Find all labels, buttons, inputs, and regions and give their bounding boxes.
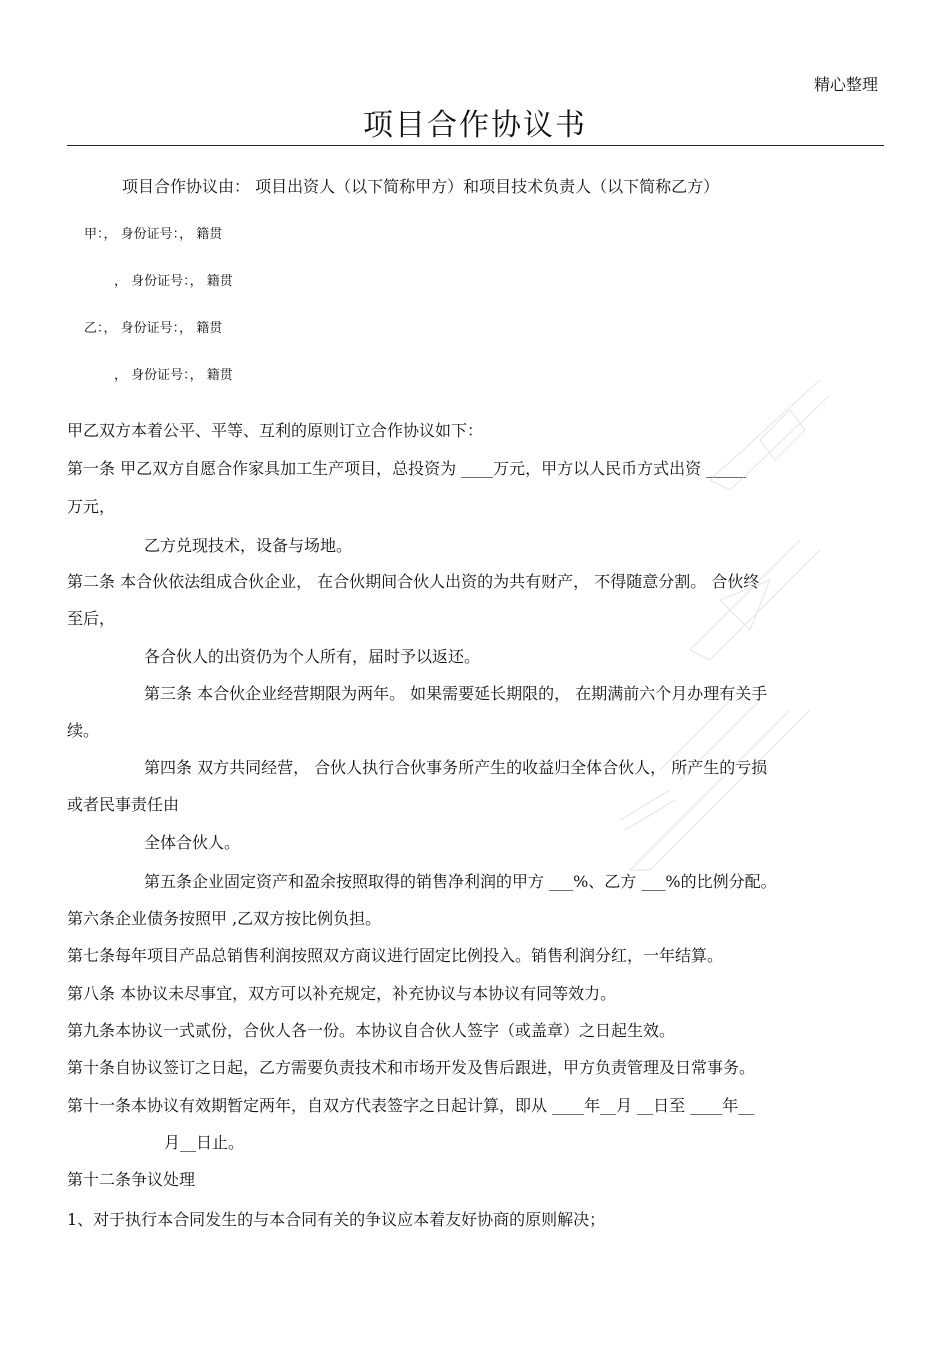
intro-line: 项目合作协议由： 项目出资人（以下简称甲方）和项目技术负责人（以下简称乙方）: [122, 177, 720, 196]
body-line: 或者民事责任由: [67, 795, 180, 814]
body-line: 第三条 本合伙企业经营期限为两年。 如果需要延长期限的， 在期满前六个月办理有关手: [144, 684, 768, 703]
body-line: 各合伙人的出资仍为个人所有，届时予以返还。: [144, 647, 481, 666]
body-line: 第十二条争议处理: [67, 1170, 196, 1189]
body-line: 万元，: [67, 497, 116, 516]
body-line: 1、对于执行本合同发生的与本合同有关的争议应本着友好协商的原则解决；: [67, 1210, 606, 1229]
body-line: 至后，: [67, 609, 116, 628]
body-line: 续。: [67, 721, 100, 740]
body-line: 第六条企业债务按照甲 ,乙双方按比例负担。: [67, 909, 382, 928]
body-line: 第四条 双方共同经营， 合伙人执行合伙事务所产生的收益归全体合伙人， 所产生的亏损: [144, 758, 768, 777]
title-rule: [67, 145, 884, 146]
body-line: 第九条本协议一式贰份，合伙人各一份。本协议自合伙人签字（或盖章）之日起生效。: [67, 1021, 676, 1040]
header-note: 精心整理: [813, 75, 878, 94]
party-line: ， 身份证号：， 籍贯: [114, 368, 233, 383]
body-line: 甲乙双方本着公平、平等、互利的原则订立合作协议如下：: [67, 421, 484, 440]
party-line: 乙：， 身份证号：， 籍贯: [84, 321, 223, 336]
body-line: 第十条自协议签订之日起，乙方需要负责技术和市场开发及售后跟进，甲方负责管理及日常事务。: [67, 1058, 756, 1077]
body-line: 第八条 本协议未尽事宜，双方可以补充规定，补充协议与本协议有同等效力。: [67, 984, 617, 1003]
body-line: 第十一条本协议有效期暂定两年，自双方代表签字之日起计算，即从 ____年__月 __日至 ____年__: [67, 1096, 755, 1115]
body-line: 第二条 本合伙依法组成合伙企业， 在合伙期间合伙人出资的为共有财产， 不得随意分割。 合伙终: [67, 572, 760, 591]
body-line: 第五条企业固定资产和盈余按照取得的销售净利润的甲方 ___%、乙方 ___%的比例分配。: [144, 872, 777, 891]
watermark-decoration: [590, 350, 840, 910]
body-line: 全体合伙人。: [144, 833, 241, 852]
party-line: ， 身份证号：， 籍贯: [114, 274, 233, 289]
body-line: 月__日止。: [164, 1133, 245, 1152]
body-line: 乙方兑现技术，设备与场地。: [144, 536, 353, 555]
party-line: 甲：， 身份证号：， 籍贯: [84, 227, 223, 242]
body-line: 第七条每年项目产品总销售利润按照双方商议进行固定比例投入。销售利润分红，一年结算。: [67, 946, 724, 965]
document-title: 项目合作协议书: [363, 108, 587, 143]
body-line: 第一条 甲乙双方自愿合作家具加工生产项目，总投资为 ____万元，甲方以人民币方式出资 _____: [67, 459, 747, 478]
